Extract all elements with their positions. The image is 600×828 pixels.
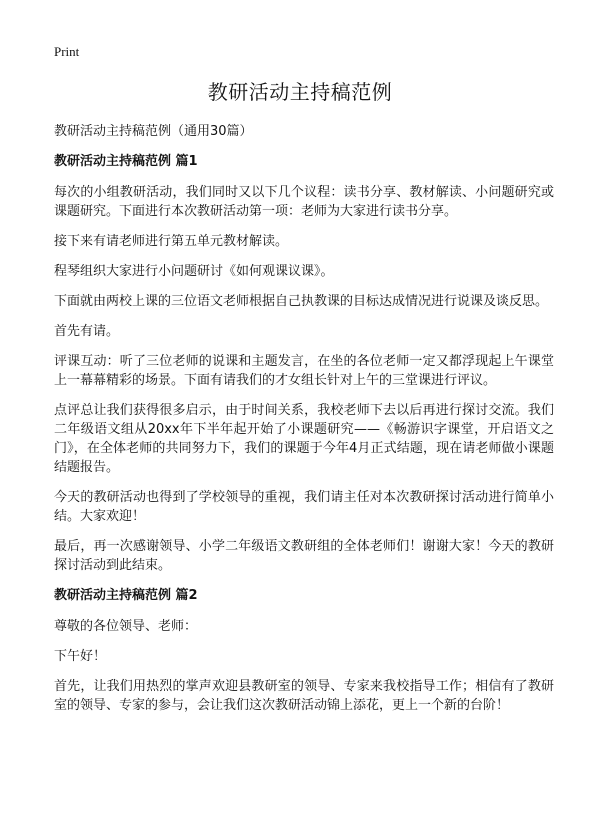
paragraph: 首先有请。 xyxy=(54,324,120,339)
document-subtitle: 教研活动主持稿范例（通用30篇） xyxy=(54,124,253,139)
section-heading: 教研活动主持稿范例 篇2 xyxy=(54,588,198,603)
section-1 xyxy=(54,152,554,575)
paragraph: 点评总让我们获得很多启示，由于时间关系，我校老师下去以后再进行探讨交流。我们二年级语文组从20xx年下半年起开始了小课题研究——《畅游识字课堂，开启语文之门》，在全体老师的共同努力下，我们的课题于今年4月正式结题，现在请老师做小课题结题报告。 xyxy=(54,403,554,475)
section-heading: 教研活动主持稿范例 篇1 xyxy=(54,154,198,169)
paragraph: 首先，让我们用热烈的掌声欢迎县教研室的领导、专家来我校指导工作；相信有了教研室的领导、专家的参与，会让我们这次教研活动锦上添花，更上一个新的台阶！ xyxy=(54,679,554,713)
paragraph: 接下来有请老师进行第五单元教材解读。 xyxy=(54,234,289,249)
paragraph: 最后，再一次感谢领导、小学二年级语文教研组的全体老师们！谢谢大家！今天的教研探讨活动到此结束。 xyxy=(54,539,554,573)
print-link[interactable]: Print xyxy=(54,44,80,59)
paragraph: 程琴组织大家进行小问题研讨《如何观课议课》。 xyxy=(54,264,334,279)
paragraph: 每次的小组教研活动，我们同时又以下几个议程：读书分享、教材解读、小问题研究或课题研究。下面进行本次教研活动第一项：老师为大家进行读书分享。 xyxy=(54,185,554,219)
paragraph: 下面就由两校上课的三位语文老师根据自己执教课的目标达成情况进行说课及谈反思。 xyxy=(54,294,549,309)
paragraph: 尊敬的各位领导、老师： xyxy=(54,619,198,634)
paragraph: 下午好！ xyxy=(54,649,107,664)
section-2 xyxy=(54,586,554,715)
page-title: 教研活动主持稿范例 xyxy=(207,80,393,104)
document-body xyxy=(54,122,554,726)
paragraph: 评课互动：听了三位老师的说课和主题发言，在坐的各位老师一定又都浮现起上午课堂上一幕幕精彩的场景。下面有请我们的才女组长针对上午的三堂课进行评议。 xyxy=(54,354,554,388)
paragraph: 今天的教研活动也得到了学校领导的重视，我们请主任对本次教研探讨活动进行简单小结。大家欢迎！ xyxy=(54,490,554,524)
